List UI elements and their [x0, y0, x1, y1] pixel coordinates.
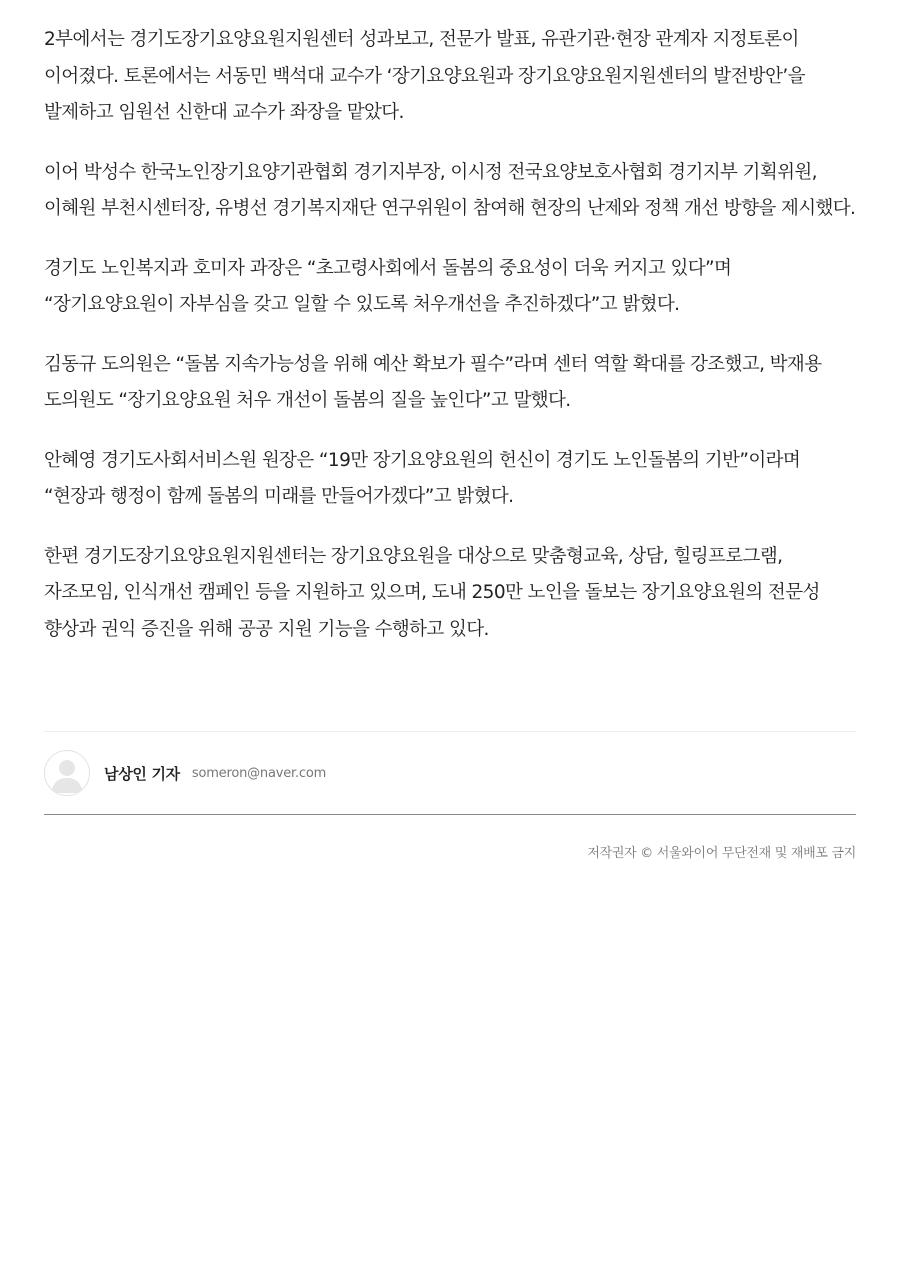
- reporter-name[interactable]: 남상인 기자: [104, 764, 180, 783]
- reporter-email[interactable]: someron@naver.com: [191, 765, 327, 781]
- article-paragraph: 2부에서는 경기도장기요양요원지원센터 성과보고, 전문가 발표, 유관기관·현장 관계자 지정토론이 이어졌다. 토론에서는 서동민 백석대 교수가 ‘장기요양요원과 장기요양요원지원센터의 발전방안’을 발제하고 임원선 신한대 교수가 좌장을 맡았다.: [44, 29, 805, 123]
- byline-bottom-divider: [44, 814, 856, 815]
- user-avatar-icon[interactable]: [44, 750, 90, 796]
- article-paragraph: 한편 경기도장기요양요원지원센터는 장기요양요원을 대상으로 맞춤형교육, 상담, 힐링프로그램, 자조모임, 인식개선 캠페인 등을 지원하고 있으며, 도내 250만 노인을 돌보는 장기요양요원의 전문성 향상과 권익 증진을 위해 공공 지원 기능을 수행하고 있다.: [44, 545, 820, 640]
- article-body: [44, 22, 860, 671]
- article-paragraph: 이어 박성수 한국노인장기요양기관협회 경기지부장, 이시정 전국요양보호사협회 경기지부 기획위원, 이혜원 부천시센터장, 유병선 경기복지재단 연구위원이 참여해 현장의 난제와 정책 개선 방향을 제시했다.: [44, 161, 856, 219]
- byline-top-divider: [44, 731, 856, 732]
- article-paragraph: 김동규 도의원은 “돌봄 지속가능성을 위해 예산 확보가 필수”라며 센터 역할 확대를 강조했고, 박재용 도의원도 “장기요양요원 처우 개선이 돌봄의 질을 높인다”고 말했다.: [44, 353, 822, 411]
- reporter-byline: [44, 748, 326, 798]
- article-paragraph: 안혜영 경기도사회서비스원 원장은 “19만 장기요양요원의 헌신이 경기도 노인돌봄의 기반”이라며 “현장과 행정이 함께 돌봄의 미래를 만들어가겠다”고 밝혔다.: [44, 449, 801, 507]
- article-paragraph: 경기도 노인복지과 호미자 과장은 “초고령사회에서 돌봄의 중요성이 더욱 커지고 있다”며 “장기요양요원이 자부심을 갖고 일할 수 있도록 처우개선을 추진하겠다”고 밝혔다.: [44, 257, 732, 315]
- copyright-notice: 저작권자 © 서울와이어 무단전재 및 재배포 금지: [587, 846, 856, 861]
